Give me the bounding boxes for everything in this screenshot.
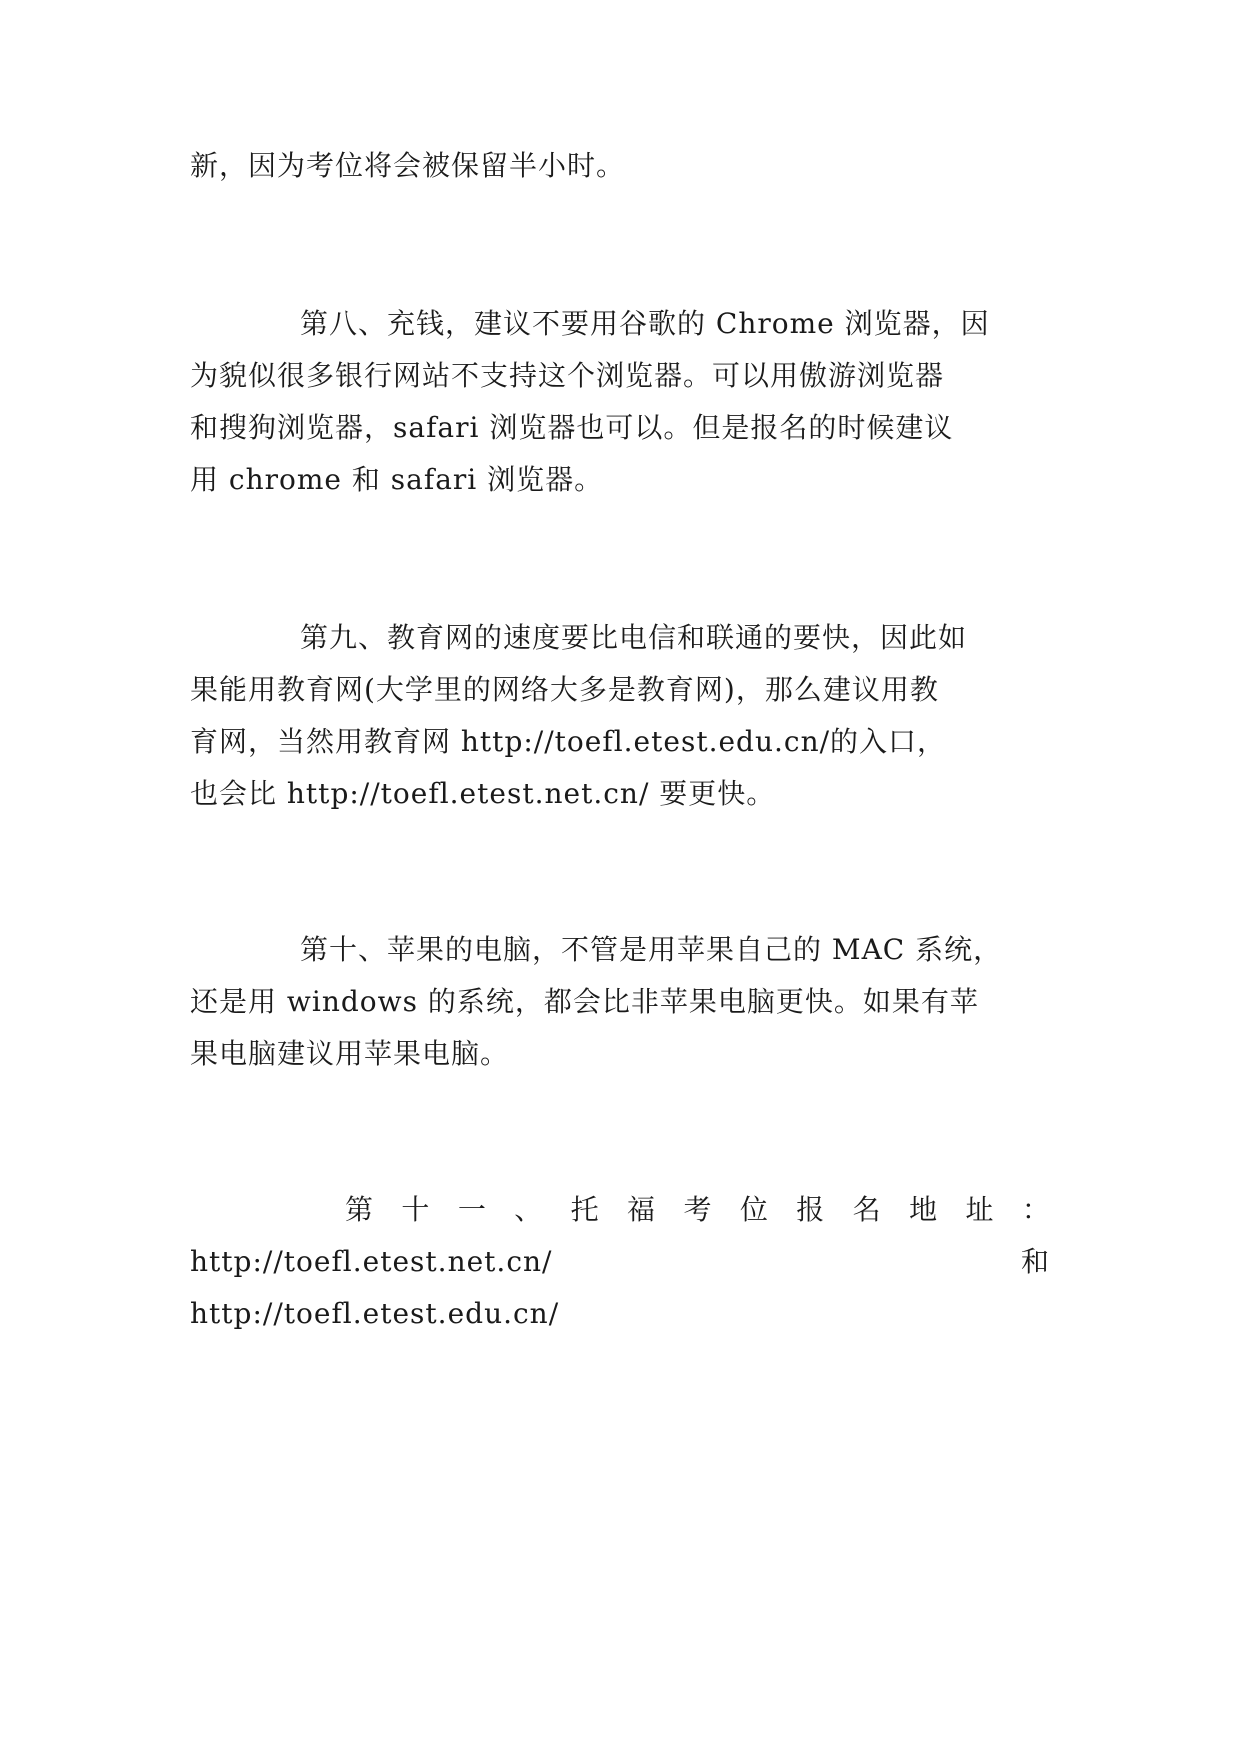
paragraph-7-tail: 新，因为考位将会被保留半小时。 [190,149,626,182]
heading-char: 托 [570,1193,599,1226]
conjunction: 和 [1020,1245,1050,1278]
heading-char: 福 [627,1193,656,1226]
paragraph-line: 第八、充钱，建议不要用谷歌的 Chrome 浏览器，因 [300,307,990,340]
paragraph-line: 育网，当然用教育网 http://toefl.etest.edu.cn/的入口， [190,725,947,758]
paragraph-11-url-line [190,1242,1050,1282]
paragraph-line: 和搜狗浏览器，safari 浏览器也可以。但是报名的时候建议 [190,411,954,444]
heading-char: 十 [401,1193,430,1226]
paragraph-line: 果能用教育网(大学里的网络大多是教育网)，那么建议用教 [190,673,939,706]
heading-char: 一 [457,1193,486,1226]
heading-char: 位 [739,1193,768,1226]
heading-char: ： [1021,1193,1050,1226]
heading-char: 第 [345,1193,374,1226]
heading-char: 名 [852,1193,881,1226]
heading-char: 、 [514,1193,543,1226]
paragraph-line: 第九、教育网的速度要比电信和联通的要快，因此如 [300,621,968,654]
heading-char: 报 [796,1193,825,1226]
paragraph-line: 果电脑建议用苹果电脑。 [190,1037,510,1070]
paragraph-11-heading [345,1190,1050,1230]
paragraph-line: 第十、苹果的电脑，不管是用苹果自己的 MAC 系统， [300,933,1003,966]
paragraph-line: 为貌似很多银行网站不支持这个浏览器。可以用傲游浏览器 [190,359,945,392]
paragraph-line: 还是用 windows 的系统，都会比非苹果电脑更快。如果有苹 [190,985,979,1018]
heading-char: 址 [965,1193,994,1226]
paragraph-line: 用 chrome 和 safari 浏览器。 [190,463,604,496]
url-net: http://toefl.etest.net.cn/ [190,1245,553,1278]
heading-char: 地 [909,1193,938,1226]
url-edu: http://toefl.etest.edu.cn/ [190,1297,560,1330]
paragraph-line: 也会比 http://toefl.etest.net.cn/ 要更快。 [190,777,776,810]
heading-char: 考 [683,1193,712,1226]
